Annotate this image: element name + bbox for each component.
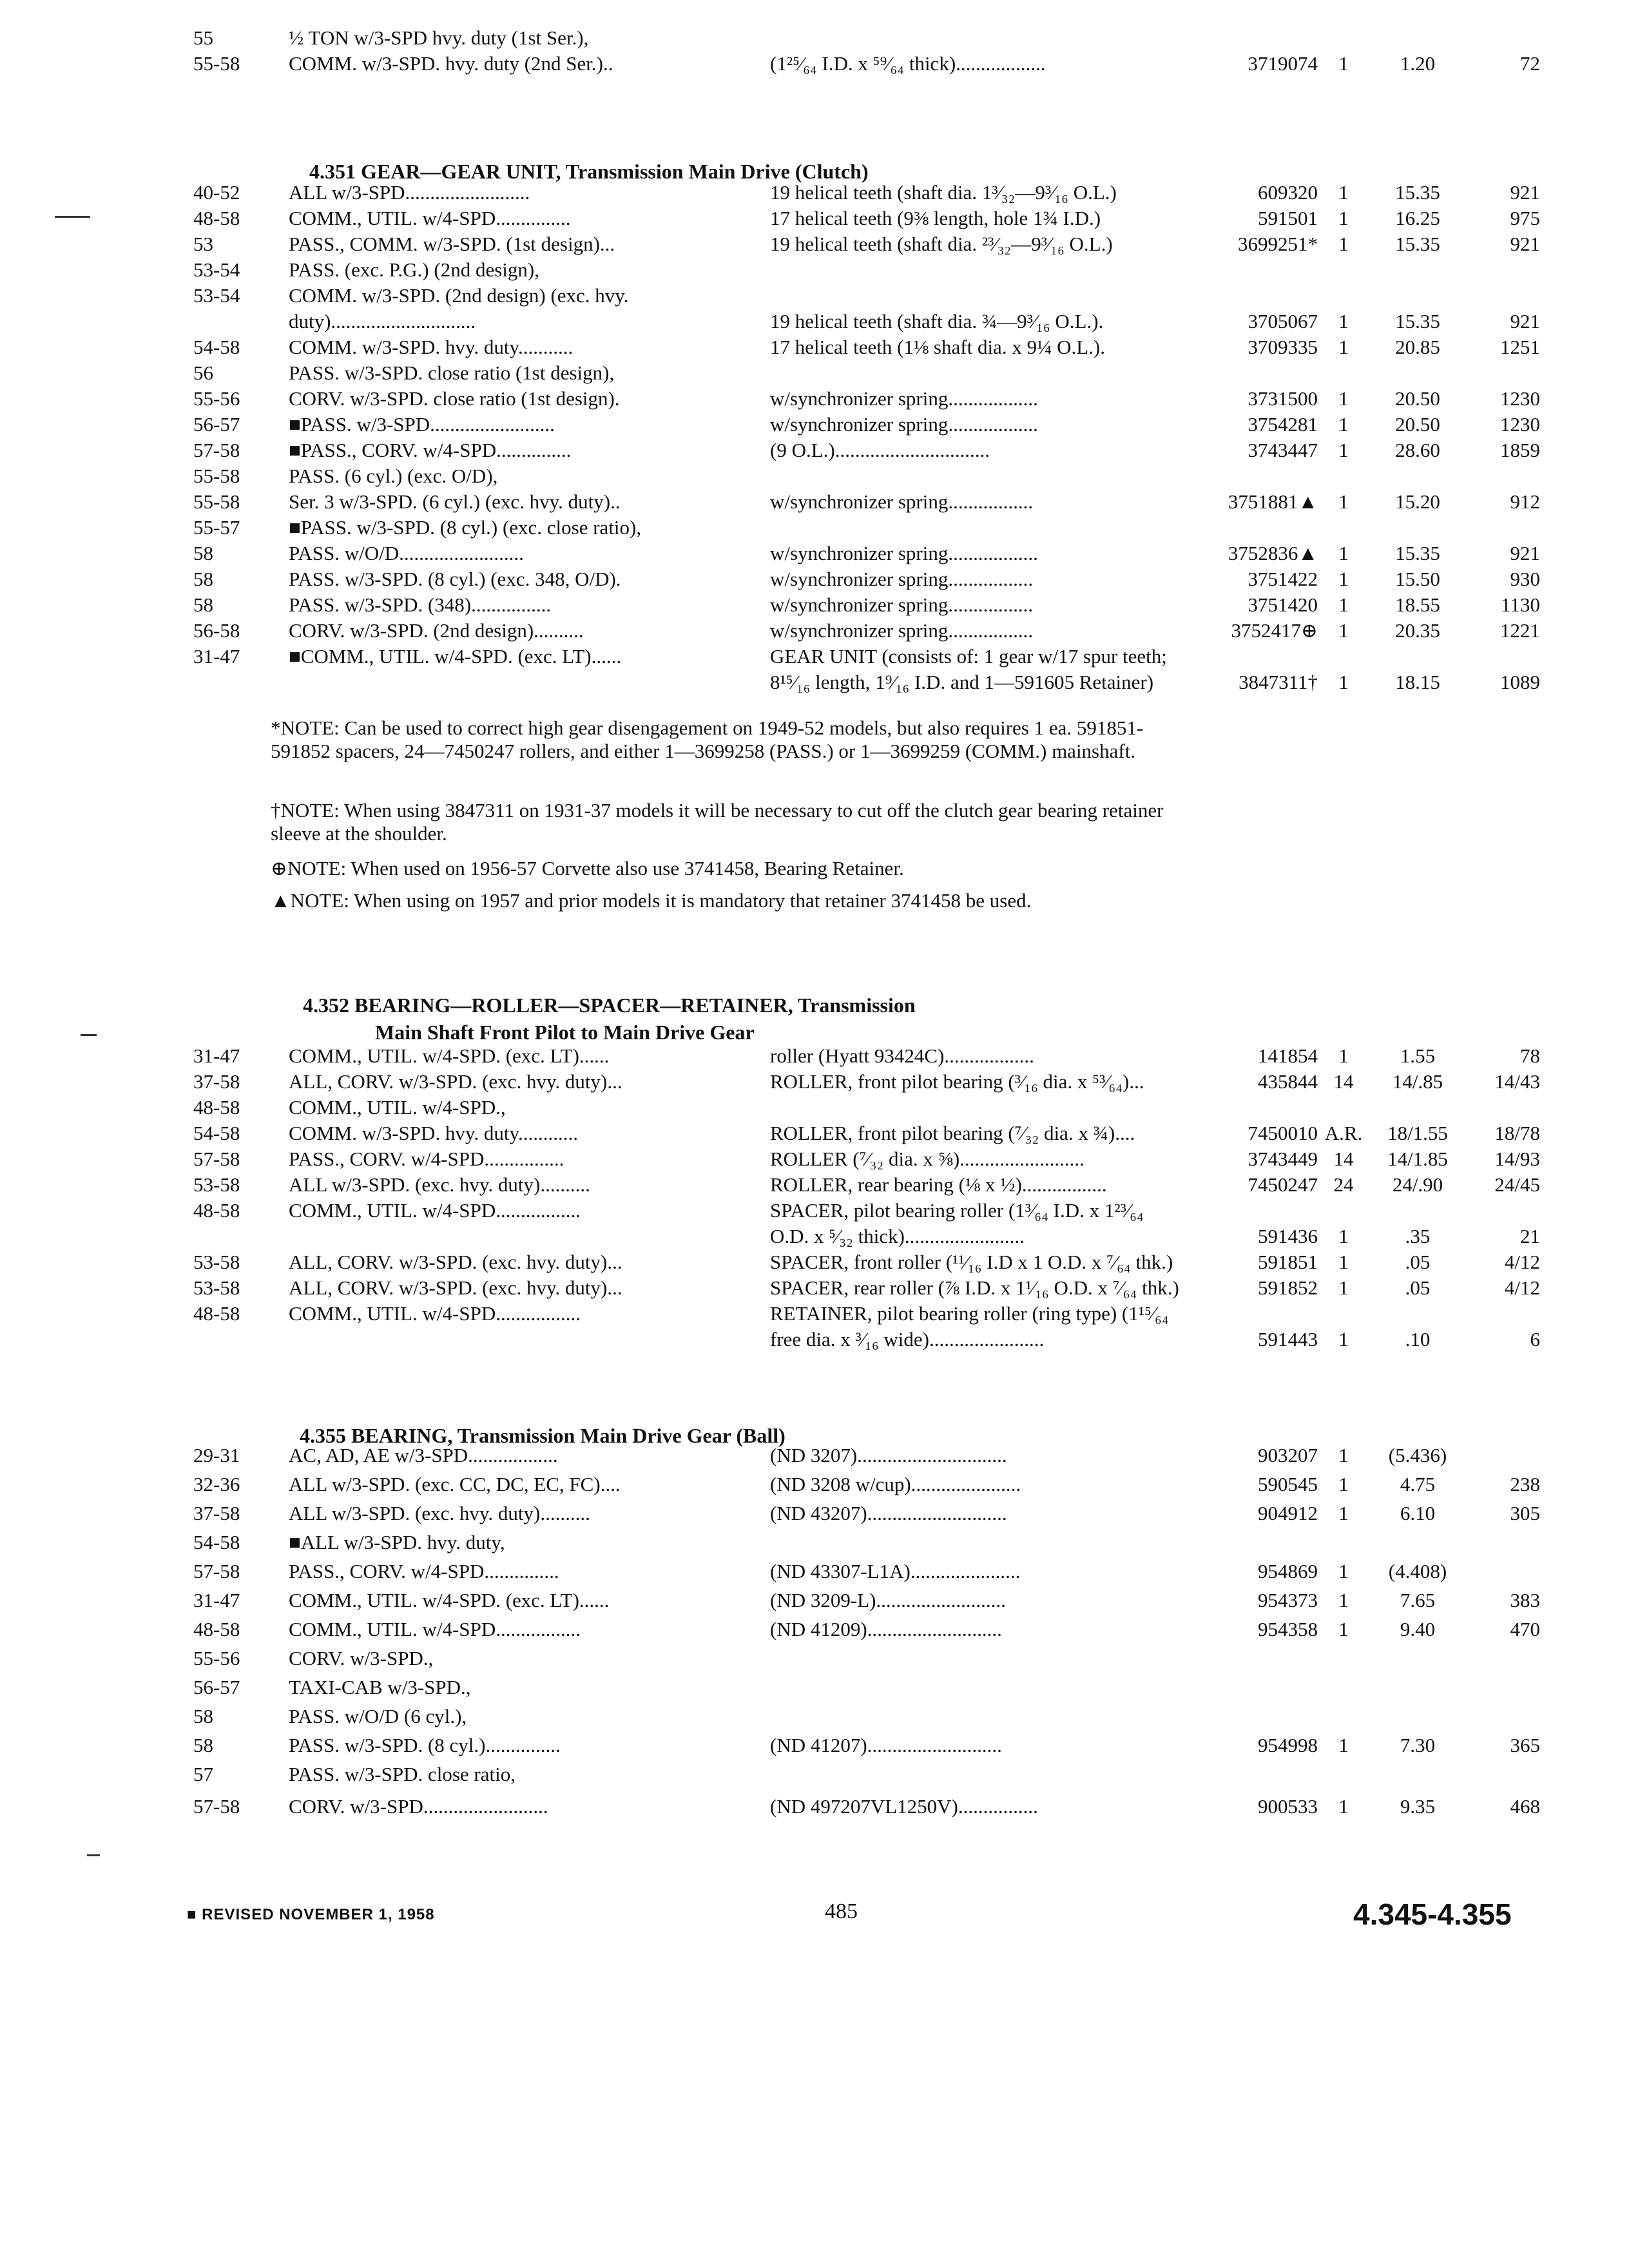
row-description: (ND 43207)............................	[770, 1502, 1007, 1524]
row-year: 55-57	[193, 516, 240, 539]
row-year: 53-58	[193, 1251, 240, 1273]
row-weight: 930	[1510, 568, 1540, 590]
row-model: CORV. w/3-SPD.........................	[289, 1795, 548, 1818]
row-model: PASS. w/3-SPD. (8 cyl.)...............	[289, 1734, 561, 1756]
row-part-number: 3731500	[1248, 387, 1318, 410]
row-weight: 14/43	[1494, 1070, 1540, 1093]
row-description: (9 O.L.)...............................	[770, 439, 990, 461]
row-price: 15.20	[1395, 490, 1440, 513]
row-year: 31-47	[193, 645, 240, 668]
row-year: 57	[193, 1763, 213, 1785]
row-price: 18/1.55	[1387, 1122, 1448, 1144]
row-quantity: 1	[1338, 1044, 1349, 1067]
row-model: COMM. w/3-SPD. hvy. duty...........	[289, 336, 574, 358]
row-part-number: 3705067	[1248, 310, 1318, 332]
row-part-number: 590545	[1258, 1473, 1318, 1495]
row-weight: 21	[1520, 1225, 1540, 1247]
row-quantity: 1	[1338, 490, 1349, 513]
row-price: 18.15	[1395, 671, 1440, 693]
row-weight: 1230	[1500, 413, 1540, 436]
row-price: .10	[1405, 1328, 1431, 1350]
row-weight: 921	[1510, 233, 1540, 255]
row-year: 55-56	[193, 387, 240, 410]
row-weight: 1859	[1500, 439, 1540, 461]
row-description: (ND 3208 w/cup)......................	[770, 1473, 1021, 1495]
row-quantity: 1	[1338, 1225, 1349, 1247]
row-model: TAXI-CAB w/3-SPD.,	[289, 1676, 471, 1698]
row-model: ½ TON w/3-SPD hvy. duty (1st Ser.),	[289, 26, 589, 49]
row-model: PASS. w/3-SPD. (8 cyl.) (exc. 348, O/D).	[289, 568, 621, 590]
row-quantity: 1	[1338, 1473, 1349, 1495]
row-quantity: 1	[1338, 387, 1349, 410]
row-price: 9.35	[1400, 1795, 1436, 1818]
row-part-number: 954373	[1258, 1589, 1318, 1611]
row-weight: 18/78	[1494, 1122, 1540, 1144]
row-part-number: 3752417⊕	[1231, 619, 1318, 642]
row-quantity: 14	[1333, 1070, 1354, 1093]
row-description: w/synchronizer spring.................	[770, 593, 1034, 616]
row-price: 15.35	[1395, 310, 1440, 332]
row-part-number: 141854	[1258, 1044, 1318, 1067]
row-weight: 14/93	[1494, 1148, 1540, 1170]
row-part-number: 3743447	[1248, 439, 1318, 461]
row-year: 56-57	[193, 413, 240, 436]
row-model: PASS. w/O/D (6 cyl.),	[289, 1705, 467, 1727]
row-year: 53-58	[193, 1173, 240, 1196]
row-model: PASS. (6 cyl.) (exc. O/D),	[289, 465, 498, 487]
row-quantity: 1	[1338, 1795, 1349, 1818]
row-description: 19 helical teeth (shaft dia. 1³⁄₃₂—9³⁄₁₆ O.L.)	[770, 181, 1117, 204]
row-price: 20.50	[1395, 387, 1440, 410]
row-quantity: 1	[1338, 1251, 1349, 1273]
row-year: 31-47	[193, 1589, 240, 1611]
row-quantity: 1	[1338, 619, 1349, 642]
row-price: .05	[1405, 1251, 1431, 1273]
row-year: 58	[193, 593, 213, 616]
row-weight: 470	[1510, 1618, 1540, 1640]
row-year: 48-58	[193, 1618, 240, 1640]
row-year: 55	[193, 26, 213, 49]
row-year: 55-56	[193, 1647, 240, 1669]
section-4351-title: 4.351 GEAR—GEAR UNIT, Transmission Main Drive (Clutch)	[309, 160, 869, 183]
row-quantity: 1	[1338, 1328, 1349, 1350]
row-model: ALL w/3-SPD. (exc. CC, DC, EC, FC)....	[289, 1473, 621, 1495]
section-4355-title: 4.355 BEARING, Transmission Main Drive Gear (Ball)	[300, 1424, 786, 1447]
row-year: 48-58	[193, 207, 240, 229]
row-year: 58	[193, 1705, 213, 1727]
row-year: 37-58	[193, 1502, 240, 1524]
row-part-number: 3719074	[1248, 52, 1318, 75]
row-part-number: 954869	[1258, 1560, 1318, 1582]
row-part-number: 954358	[1258, 1618, 1318, 1640]
row-price: 6.10	[1400, 1502, 1436, 1524]
row-year: 57-58	[193, 1148, 240, 1170]
row-price: 15.50	[1395, 568, 1440, 590]
row-year: 48-58	[193, 1302, 240, 1325]
revised-date: ■ REVISED NOVEMBER 1, 1958	[187, 1906, 435, 1923]
row-model: COMM. w/3-SPD. hvy. duty............	[289, 1122, 578, 1144]
row-year: 37-58	[193, 1070, 240, 1093]
row-year: 55-58	[193, 490, 240, 513]
row-part-number: 900533	[1258, 1795, 1318, 1818]
row-model: ALL, CORV. w/3-SPD. (exc. hvy. duty)...	[289, 1070, 622, 1093]
row-quantity: 24	[1333, 1173, 1354, 1196]
row-quantity: 1	[1338, 207, 1349, 229]
row-model: Ser. 3 w/3-SPD. (6 cyl.) (exc. hvy. duty)..	[289, 490, 621, 513]
row-weight: 6	[1530, 1328, 1540, 1350]
row-year: 55-58	[193, 465, 240, 487]
row-quantity: 1	[1338, 593, 1349, 616]
row-quantity: 1	[1338, 1276, 1349, 1299]
row-quantity: 1	[1338, 1589, 1349, 1611]
row-model: PASS., CORV. w/4-SPD...............	[289, 1560, 559, 1582]
row-year: 58	[193, 568, 213, 590]
row-description: w/synchronizer spring.................	[770, 568, 1034, 590]
row-model: ALL w/3-SPD. (exc. hvy. duty)..........	[289, 1173, 590, 1196]
row-model: ALL w/3-SPD.........................	[289, 181, 530, 204]
row-part-number: 904912	[1258, 1502, 1318, 1524]
row-quantity: 1	[1338, 1734, 1349, 1756]
row-year: 56-57	[193, 1676, 240, 1698]
row-model: PASS. w/O/D.........................	[289, 542, 524, 564]
row-year: 48-58	[193, 1199, 240, 1222]
row-model: CORV. w/3-SPD. close ratio (1st design).	[289, 387, 620, 410]
row-weight: 4/12	[1504, 1276, 1540, 1299]
row-quantity: 1	[1338, 542, 1349, 564]
row-weight: 1130	[1501, 593, 1540, 616]
row-quantity: 1	[1338, 1444, 1349, 1466]
row-description: (1²⁵⁄₆₄ I.D. x ⁵⁹⁄₆₄ thick)..................	[770, 52, 1046, 75]
row-year: 58	[193, 1734, 213, 1756]
row-year: 56-58	[193, 619, 240, 642]
row-part-number: 3699251*	[1238, 233, 1318, 255]
footnote: *NOTE: Can be used to correct high gear disengagement on 1949-52 models, but also requires 1 ea. 591851-591852 spacers, 24—7450247 rollers, and either 1—3699258 (PASS.) or 1—3699259 (COMM.) mainshaft.	[271, 716, 1144, 762]
footnote: ▲NOTE: When using on 1957 and prior models it is mandatory that retainer 3741458 be used.	[271, 889, 1032, 912]
row-price: 20.85	[1395, 336, 1440, 358]
row-description: w/synchronizer spring..................	[770, 542, 1038, 564]
row-model: ALL, CORV. w/3-SPD. (exc. hvy. duty)...	[289, 1276, 622, 1299]
row-model: ALL, CORV. w/3-SPD. (exc. hvy. duty)...	[289, 1251, 622, 1273]
row-model: COMM., UTIL. w/4-SPD.................	[289, 1199, 581, 1222]
row-description: SPACER, front roller (¹¹⁄₁₆ I.D x 1 O.D. x ⁷⁄₆₄ thk.)	[770, 1251, 1173, 1273]
row-model: duty).............................	[289, 310, 476, 332]
row-price: (4.408)	[1388, 1560, 1447, 1582]
row-quantity: A.R.	[1324, 1122, 1363, 1144]
row-year: 53-54	[193, 284, 240, 307]
row-weight: 78	[1520, 1044, 1540, 1067]
row-weight: 365	[1510, 1734, 1540, 1756]
row-weight: 912	[1510, 490, 1540, 513]
row-quantity: 1	[1338, 336, 1349, 358]
row-description: roller (Hyatt 93424C)..................	[770, 1044, 1034, 1067]
row-description: (ND 41207)...........................	[770, 1734, 1002, 1756]
row-part-number: 3743449	[1248, 1148, 1318, 1170]
section-range: 4.345-4.355	[1353, 1898, 1512, 1931]
row-description: O.D. x ⁵⁄₃₂ thick)........................	[770, 1225, 1025, 1247]
row-quantity: 1	[1338, 233, 1349, 255]
row-price: 18.55	[1395, 593, 1440, 616]
footnote: †NOTE: When using 3847311 on 1931-37 models it will be necessary to cut off the clutch gear bearing retainer sleeve at the shoulder.	[271, 799, 1164, 845]
row-weight: 468	[1510, 1795, 1540, 1818]
row-part-number: 591501	[1258, 207, 1318, 229]
row-model: COMM. w/3-SPD. hvy. duty (2nd Ser.)..	[289, 52, 613, 75]
row-year: 54-58	[193, 1531, 240, 1553]
row-model: PASS. w/3-SPD. close ratio,	[289, 1763, 516, 1785]
row-description: 17 helical teeth (1⅛ shaft dia. x 9¼ O.L.).	[770, 336, 1105, 358]
footnote: ⊕NOTE: When used on 1956-57 Corvette also use 3741458, Bearing Retainer.	[271, 857, 904, 879]
row-description: 8¹⁵⁄₁₆ length, 1⁹⁄₁₆ I.D. and 1—591605 Retainer)	[770, 671, 1154, 693]
section-4352-subtitle: Main Shaft Front Pilot to Main Drive Gear	[375, 1021, 755, 1044]
row-description: GEAR UNIT (consists of: 1 gear w/17 spur teeth;	[770, 645, 1167, 668]
row-quantity: 1	[1338, 439, 1349, 461]
row-description: (ND 3207)..............................	[770, 1444, 1007, 1466]
row-part-number: 3752836▲	[1228, 542, 1318, 564]
row-price: 20.50	[1395, 413, 1440, 436]
row-description: SPACER, pilot bearing roller (1³⁄₆₄ I.D. x 1²³⁄₆₄	[770, 1199, 1144, 1222]
row-price: 24/.90	[1392, 1173, 1443, 1196]
row-price: 4.75	[1400, 1473, 1436, 1495]
row-part-number: 3751420	[1248, 593, 1318, 616]
row-year: 55-58	[193, 52, 240, 75]
row-price: 7.65	[1400, 1589, 1436, 1611]
row-price: 14/1.85	[1387, 1148, 1448, 1170]
row-part-number: 591852	[1258, 1276, 1318, 1299]
row-part-number: 954998	[1258, 1734, 1318, 1756]
row-part-number: 3751881▲	[1228, 490, 1318, 513]
row-weight: 1089	[1500, 671, 1540, 693]
row-part-number: 3751422	[1248, 568, 1318, 590]
row-year: 29-31	[193, 1444, 240, 1466]
row-quantity: 1	[1338, 310, 1349, 332]
row-price: .05	[1405, 1276, 1431, 1299]
row-quantity: 1	[1338, 1560, 1349, 1582]
row-model: PASS. (exc. P.G.) (2nd design),	[289, 258, 539, 281]
row-description: free dia. x ³⁄₁₆ wide).......................	[770, 1328, 1045, 1350]
row-weight: 1251	[1500, 336, 1540, 358]
page-number: 485	[825, 1899, 858, 1923]
row-weight: 72	[1520, 52, 1540, 75]
row-model: COMM. w/3-SPD. (2nd design) (exc. hvy.	[289, 284, 629, 307]
row-price: 14/.85	[1392, 1070, 1443, 1093]
row-year: 31-47	[193, 1044, 240, 1067]
row-description: 17 helical teeth (9⅜ length, hole 1¾ I.D.)	[770, 207, 1101, 229]
row-model: CORV. w/3-SPD. (2nd design)..........	[289, 619, 584, 642]
row-quantity: 1	[1338, 52, 1349, 75]
margin-mark	[55, 216, 90, 218]
row-weight: 4/12	[1504, 1251, 1540, 1273]
row-weight: 305	[1510, 1502, 1540, 1524]
row-model: CORV. w/3-SPD.,	[289, 1647, 434, 1669]
row-description: RETAINER, pilot bearing roller (ring type) (1¹⁵⁄₆₄	[770, 1302, 1169, 1325]
row-quantity: 1	[1338, 568, 1349, 590]
margin-mark	[81, 1034, 97, 1036]
row-part-number: 3847311†	[1239, 671, 1318, 693]
row-year: 57-58	[193, 1560, 240, 1582]
row-quantity: 1	[1338, 1618, 1349, 1640]
row-year: 57-58	[193, 439, 240, 461]
row-model: ■ALL w/3-SPD. hvy. duty,	[289, 1531, 505, 1553]
row-description: w/synchronizer spring.................	[770, 490, 1034, 513]
row-weight: 24/45	[1494, 1173, 1540, 1196]
row-description: ROLLER, front pilot bearing (³⁄₁₆ dia. x ⁵³⁄₆₄)...	[770, 1070, 1144, 1093]
row-part-number: 903207	[1258, 1444, 1318, 1466]
row-quantity: 1	[1338, 1502, 1349, 1524]
row-part-number: 7450010	[1248, 1122, 1318, 1144]
row-description: w/synchronizer spring..................	[770, 387, 1038, 410]
row-description: (ND 43307-L1A)......................	[770, 1560, 1021, 1582]
row-price: .35	[1405, 1225, 1431, 1247]
row-description: ROLLER, rear bearing (⅛ x ½).................	[770, 1173, 1107, 1196]
row-year: 48-58	[193, 1096, 240, 1119]
row-weight: 975	[1510, 207, 1540, 229]
row-model: AC, AD, AE w/3-SPD..................	[289, 1444, 558, 1466]
row-model: COMM., UTIL. w/4-SPD...............	[289, 207, 571, 229]
row-model: COMM., UTIL. w/4-SPD. (exc. LT)......	[289, 1589, 610, 1611]
row-quantity: 14	[1333, 1148, 1354, 1170]
row-weight: 921	[1510, 542, 1540, 564]
row-model: ■PASS. w/3-SPD. (8 cyl.) (exc. close ratio),	[289, 516, 642, 539]
row-weight: 1221	[1500, 619, 1540, 642]
row-model: ■PASS. w/3-SPD.........................	[289, 413, 555, 436]
row-part-number: 591436	[1258, 1225, 1318, 1247]
row-price: 20.35	[1395, 619, 1440, 642]
row-description: (ND 41209)...........................	[770, 1618, 1002, 1640]
row-price: 15.35	[1395, 181, 1440, 204]
row-quantity: 1	[1338, 671, 1349, 693]
row-price: 9.40	[1400, 1618, 1436, 1640]
row-description: w/synchronizer spring.................	[770, 619, 1034, 642]
row-weight: 238	[1510, 1473, 1540, 1495]
row-part-number: 591443	[1258, 1328, 1318, 1350]
row-model: COMM., UTIL. w/4-SPD.,	[289, 1096, 506, 1119]
row-year: 32-36	[193, 1473, 240, 1495]
row-year: 56	[193, 361, 213, 384]
row-year: 53-54	[193, 258, 240, 281]
row-year: 53	[193, 233, 213, 255]
row-year: 54-58	[193, 1122, 240, 1144]
row-weight: 921	[1510, 310, 1540, 332]
row-description: SPACER, rear roller (⅞ I.D. x 1¹⁄₁₆ O.D. x ⁷⁄₆₄ thk.)	[770, 1276, 1179, 1299]
row-weight: 921	[1510, 181, 1540, 204]
row-model: COMM., UTIL. w/4-SPD.................	[289, 1302, 581, 1325]
row-model: PASS. w/3-SPD. close ratio (1st design),	[289, 361, 615, 384]
row-model: ■PASS., CORV. w/4-SPD...............	[289, 439, 572, 461]
row-part-number: 609320	[1258, 181, 1318, 204]
row-quantity: 1	[1338, 181, 1349, 204]
row-part-number: 7450247	[1248, 1173, 1318, 1196]
row-year: 40-52	[193, 181, 240, 204]
row-price: 28.60	[1395, 439, 1440, 461]
row-model: ALL w/3-SPD. (exc. hvy. duty)..........	[289, 1502, 590, 1524]
row-description: ROLLER (⁷⁄₃₂ dia. x ⅝).........................	[770, 1148, 1084, 1170]
row-model: PASS., CORV. w/4-SPD................	[289, 1148, 564, 1170]
row-description: ROLLER, front pilot bearing (⁷⁄₃₂ dia. x ¾)....	[770, 1122, 1135, 1144]
row-weight: 1230	[1500, 387, 1540, 410]
section-4352-title: 4.352 BEARING—ROLLER—SPACER—RETAINER, Transmission	[303, 994, 916, 1017]
row-model: COMM., UTIL. w/4-SPD. (exc. LT)......	[289, 1044, 610, 1067]
row-model: PASS., COMM. w/3-SPD. (1st design)...	[289, 233, 615, 255]
row-year: 54-58	[193, 336, 240, 358]
row-model: ■COMM., UTIL. w/4-SPD. (exc. LT)......	[289, 645, 622, 668]
row-price: (5.436)	[1388, 1444, 1447, 1466]
row-year: 57-58	[193, 1795, 240, 1818]
row-price: 1.20	[1400, 52, 1436, 75]
row-model: COMM., UTIL. w/4-SPD.................	[289, 1618, 581, 1640]
row-price: 15.35	[1395, 233, 1440, 255]
row-quantity: 1	[1338, 413, 1349, 436]
row-price: 16.25	[1395, 207, 1440, 229]
row-description: 19 helical teeth (shaft dia. ²³⁄₃₂—9³⁄₁₆ O.L.)	[770, 233, 1113, 255]
row-part-number: 591851	[1258, 1251, 1318, 1273]
row-description: (ND 497207VL1250V)................	[770, 1795, 1038, 1818]
row-model: PASS. w/3-SPD. (348)................	[289, 593, 552, 616]
row-year: 53-58	[193, 1276, 240, 1299]
row-price: 7.30	[1400, 1734, 1436, 1756]
margin-mark	[87, 1854, 100, 1856]
row-description: 19 helical teeth (shaft dia. ¾—9³⁄₁₆ O.L.).	[770, 310, 1104, 332]
row-part-number: 3709335	[1248, 336, 1318, 358]
row-price: 1.55	[1400, 1044, 1436, 1067]
row-part-number: 435844	[1258, 1070, 1318, 1093]
row-weight: 383	[1510, 1589, 1540, 1611]
row-description: (ND 3209-L)..........................	[770, 1589, 1006, 1611]
row-year: 58	[193, 542, 213, 564]
row-part-number: 3754281	[1248, 413, 1318, 436]
row-price: 15.35	[1395, 542, 1440, 564]
row-description: w/synchronizer spring..................	[770, 413, 1038, 436]
